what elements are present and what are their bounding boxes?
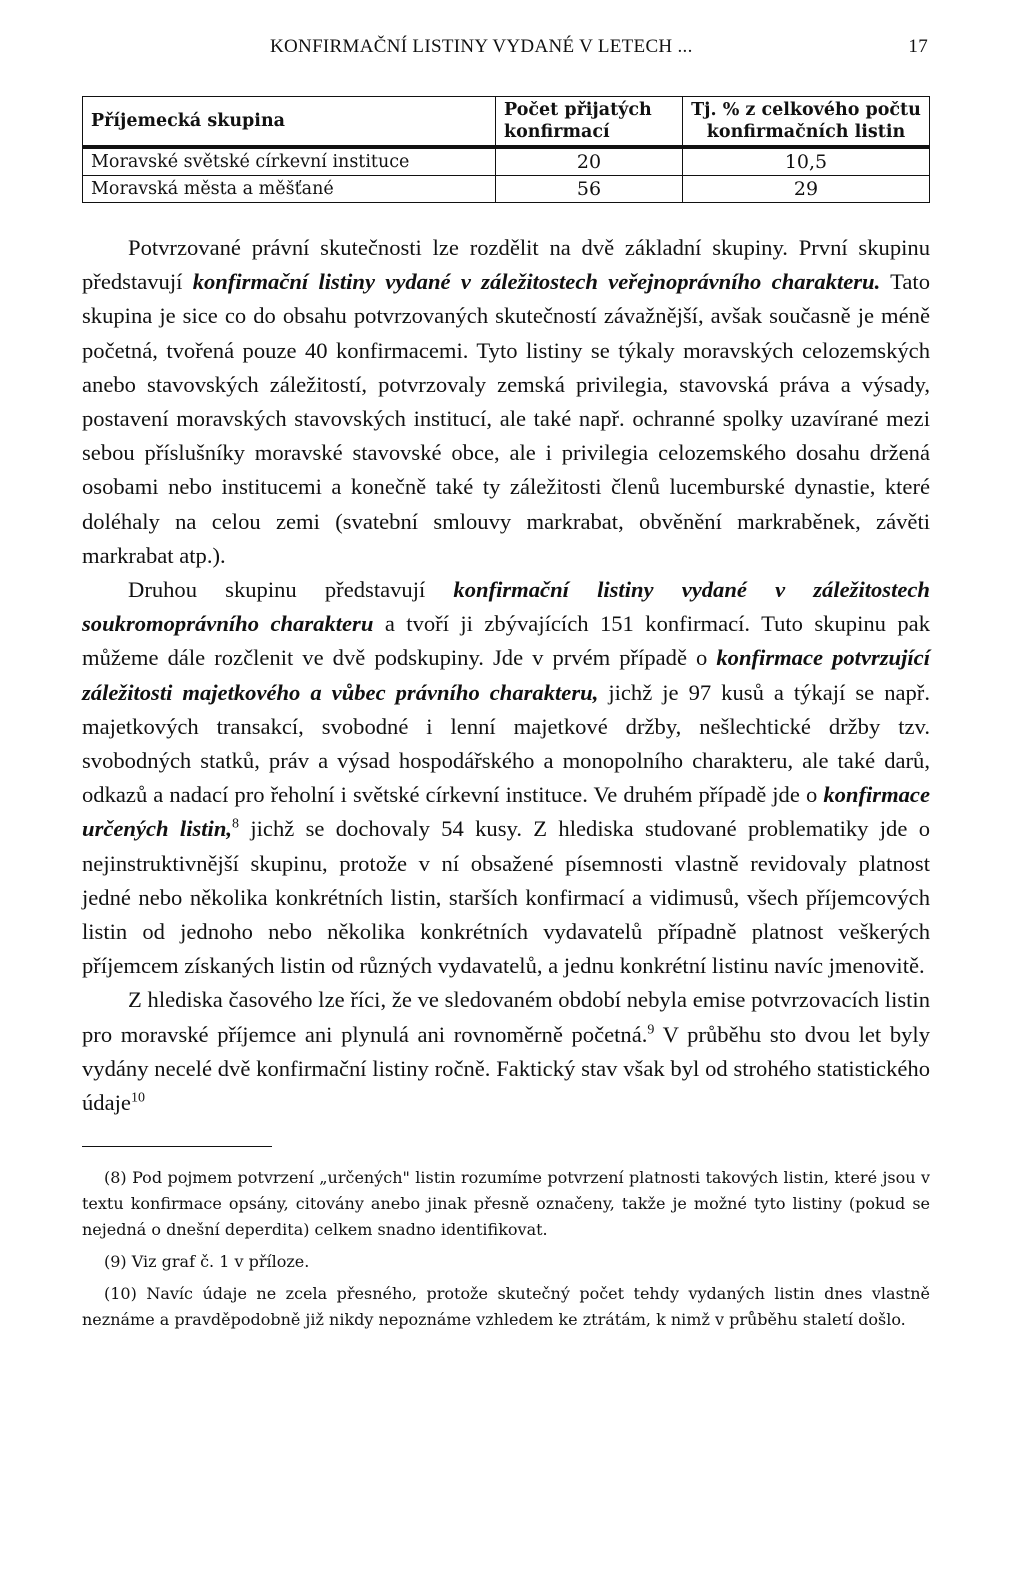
running-head-title: KONFIRMAČNÍ LISTINY VYDANÉ V LETECH ...	[270, 36, 693, 57]
page-number: 17	[908, 36, 928, 57]
table-cell-group: Moravské světské církevní instituce	[83, 147, 496, 176]
header-confirmation-count: Počet přijatých konfirmací	[496, 97, 683, 148]
text-run: Potvrzované právní skutečnosti lze rozdělit na dvě základní skupiny. První skupinu představují	[82, 235, 930, 295]
page	[82, 30, 930, 1339]
text-run: jichž je 97 kusů a týkají se např. majetkových transakcí, svobodné i lenní majetkové držby, nešlechtické držby tzv. svobodných statků, práv a výsad hospodářského a monopolního charakteru, ale také darů, odkazů a nadací pro řeholní i světské církevní instituce. Ve druhém případě jde o	[82, 679, 930, 808]
emphasis-designated-charters: konfirmace určených listin,	[82, 782, 930, 842]
text-run: jichž se dochovaly 54 kusy. Z hlediska studované problematiky jde o nejinstruktivnější skupinu, protože v ní obsažené písemnosti vlastně revidovaly platnost jedné nebo několika konkrétních listin, starších konfirmací a vidimusů, všech příjemcových listin od jednoho nebo několika konkrétních vydavatelů případně platnost veškerých příjemcem získaných listin od různých vydavatelů, a jednu konkrétní listinu navíc jmenovitě.	[82, 816, 930, 979]
running-head	[82, 30, 930, 66]
text-run: Z hlediska časového lze říci, že ve sledovaném období nebyla emise potvrzovacích listin pro moravské příjemce ani plynulá ani rovnoměrně početná.	[82, 987, 930, 1047]
header-percent-total: Tj. % z celkového počtu konfirmačních listin	[683, 97, 930, 148]
table-row	[83, 147, 930, 176]
table-row	[83, 176, 930, 203]
table-cell-percent: 10,5	[683, 147, 930, 176]
table-cell-percent: 29	[683, 176, 930, 203]
table-cell-group: Moravská města a měšťané	[83, 176, 496, 203]
table-cell-count: 20	[496, 147, 683, 176]
paragraph-2	[82, 573, 930, 983]
footnote-ref-8[interactable]: 8	[232, 816, 240, 832]
paragraph-1	[82, 231, 930, 573]
emphasis-private-law: konfirmační listiny vydané v záležitostech soukromoprávního charakteru	[82, 577, 930, 637]
emphasis-public-law: konfirmační listiny vydané v záležitostech veřejnoprávního charakteru.	[192, 269, 881, 295]
text-run: V průběhu sto dvou let byly vydány necelé dvě konfirmační listiny ročně. Faktický stav však byl od strohého statistického údaje	[82, 1021, 930, 1116]
footnote-divider	[82, 1146, 272, 1147]
paragraph-3	[82, 983, 930, 1120]
footnote-ref-10[interactable]: 10	[130, 1090, 145, 1106]
text-run: Tato skupina je sice co do obsahu potvrzovaných skutečností závažnější, avšak současně je méně početná, tvořená pouze 40 konfirmacemi. Tyto listiny se týkaly moravských celozemských anebo stavovských záležitostí, potvrzovaly zemská privilegia, stavovská práva a výsady, postavení moravských stavovských institucí, ale také např. ochranné spolky uzavírané mezi sebou příslušníky moravské stavovské obce, ale i privilegia celozemského dosahu držená osobami nebo institucemi a konečně také ty záležitosti členů lucemburské dynastie, které doléhaly na celou zemi (svatební smlouvy markrabat, obvěnění markraběnek, závěti markrabat atp.).	[82, 269, 930, 568]
footnote-9: (9) Viz graf č. 1 v příloze.	[104, 1252, 310, 1272]
recipient-table	[82, 96, 930, 203]
table-cell-count: 56	[496, 176, 683, 203]
header-recipient-group: Příjemecká skupina	[83, 97, 496, 148]
footnote-ref-9[interactable]: 9	[647, 1022, 655, 1038]
footnote-8: (8) Pod pojmem potvrzení „určených" listin rozumíme potvrzení platnosti takových listin, které jsou v textu konfirmace opsány, citovány anebo jinak přesně označeny, takže je možné tyto listiny (pokud se nejedná o dnešní deperdita) celkem snadno identifikovat.	[82, 1168, 930, 1240]
text-run: a tvoří ji zbývajících 151 konfirmací. Tuto skupinu pak můžeme dále rozčlenit ve dvě podskupiny. Jde v prvém případě o	[82, 611, 930, 671]
footnotes	[82, 1165, 930, 1333]
table-header-row	[83, 97, 930, 148]
emphasis-property-confirmations: konfirmace potvrzující záležitosti majetkového a vůbec právního charakteru,	[82, 645, 930, 705]
body-text	[82, 231, 930, 1120]
text-run: Druhou skupinu představují	[128, 577, 454, 603]
footnote-10: (10) Navíc údaje ne zcela přesného, protože skutečný počet tehdy vydaných listin dnes vlastně neznáme a pravděpodobně již nikdy nepoznáme vzhledem ke ztrátám, k nimž v průběhu staletí došlo.	[82, 1284, 930, 1330]
